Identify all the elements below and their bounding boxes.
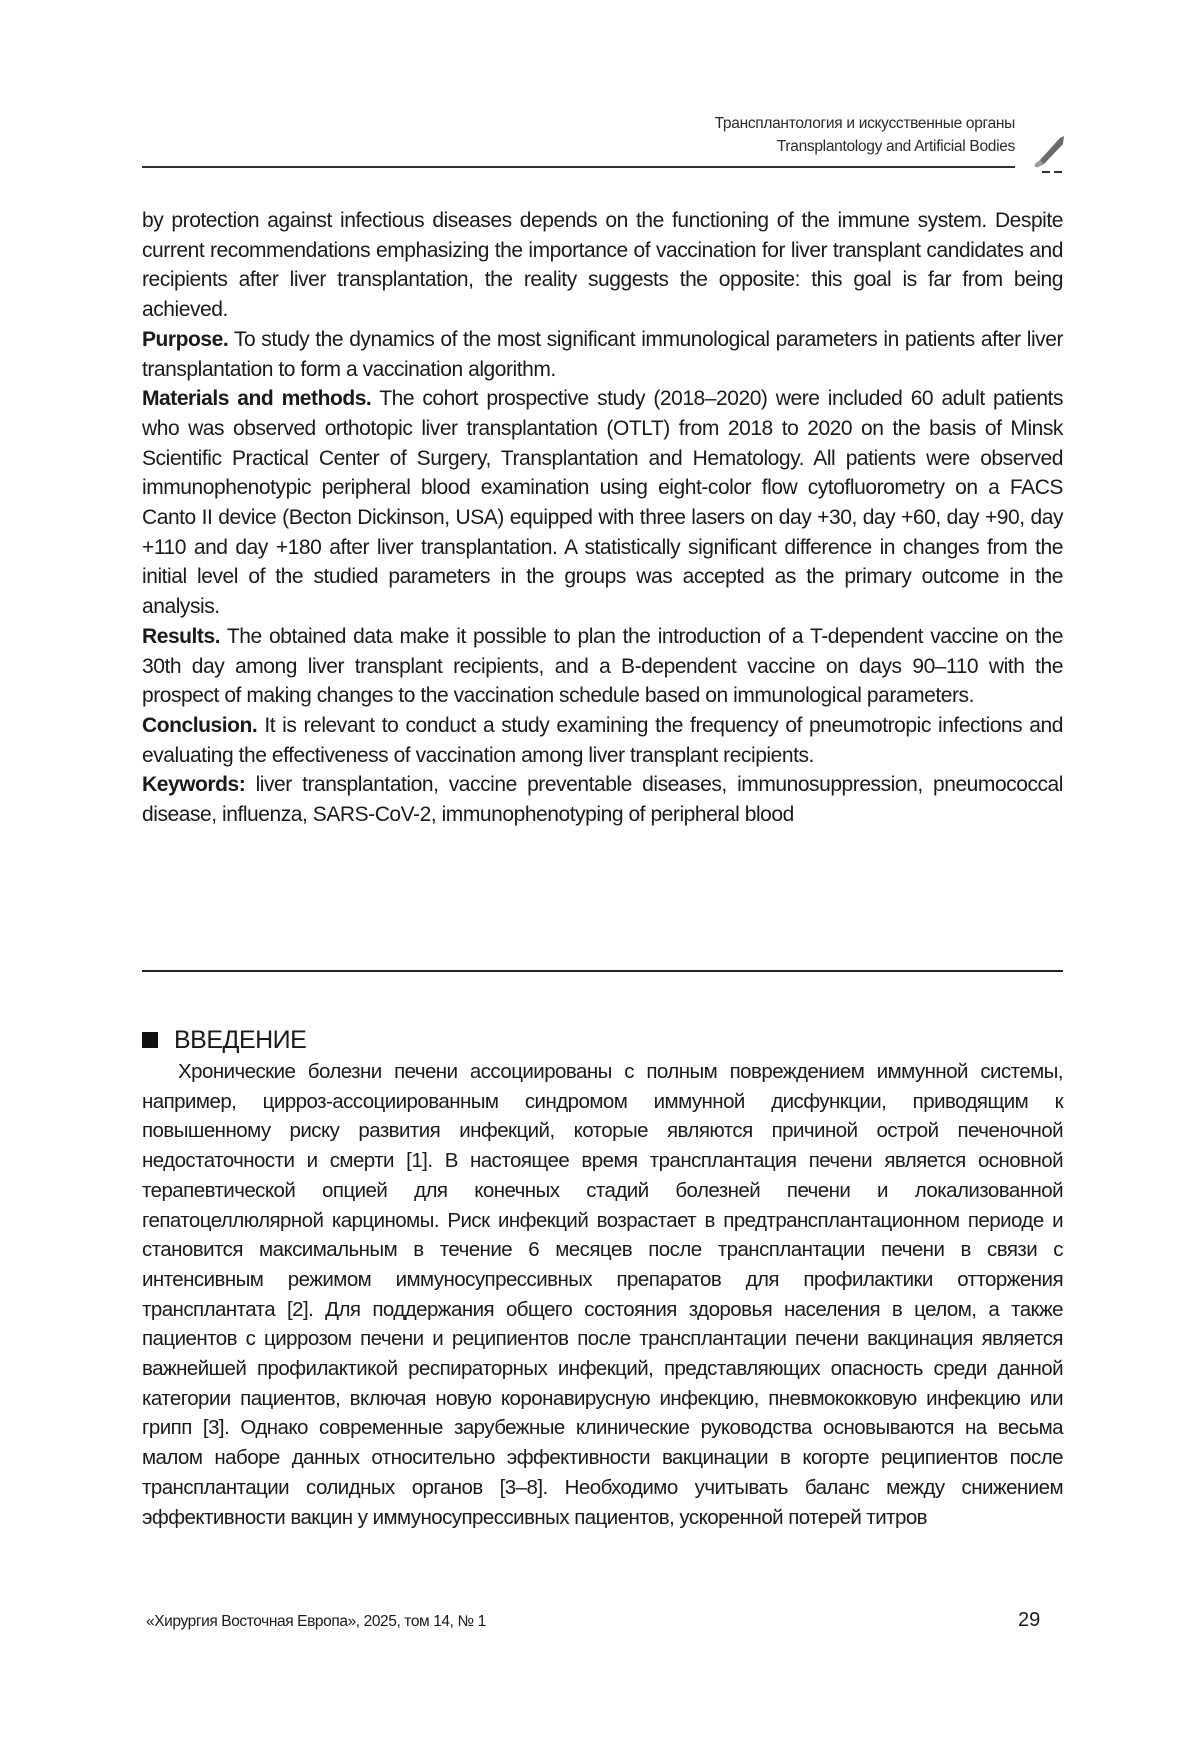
abstract-intro: by protection against infectious diseases depends on the functioning of the immune system. Despite current recommendations emphasizing the importance of vaccination for liver transplant candidates and recipients after liver transplantation, the reality suggests the opposite: this goal is far from being achieved. [142,209,1063,322]
header-rule [142,166,1015,168]
purpose-label: Purpose. [142,327,229,351]
results-label: Results. [142,624,221,648]
methods-label: Materials and methods. [142,387,372,411]
abstract [142,206,1063,830]
keywords-label: Keywords: [142,773,246,797]
abstract-separator [142,970,1063,972]
section-heading [142,1024,306,1056]
page-number: 29 [1018,1609,1041,1631]
running-head [715,112,1015,158]
abstract-methods [142,384,1063,622]
abstract-results [142,622,1063,711]
methods-text: The cohort prospective study (2018–2020) were included 60 adult patients who was observed orthotopic liver transplantation (OTLT) from 2018 to 2020 on the basis of Minsk Scientific Practical Center of Surgery, Transplantation and Hematology. All patients were observed immunophenotypic peripheral blood examination using eight-color flow cytofluorometry on a FACS Canto II device (Becton Dickinson, USA) equipped with three lasers on day +30, day +60, day +90, day +110 and day +180 after liver transplantation. A statistically significant difference in changes from the initial level of the studied parameters in the groups was accepted as the primary outcome in the analysis. [142,387,1063,619]
introduction-body [142,1057,1063,1532]
abstract-keywords [142,770,1063,829]
introduction-paragraph: Хронические болезни печени ассоциированы с полным повреждением иммунной системы, например, цирроз-ассоциированным синдромом иммунной дисфункции, приводящим к повышенному риску развития инфекций, которые являются причиной острой печеночной недостаточности и смерти [1]. В настоящее время трансплантация печени является основной терапевтической опцией для конечных стадий болезней печени и локализованной гепатоцеллюлярной карциномы. Риск инфекций возрастает в предтрансплантационном периоде и становится максимальным в течение 6 месяцев после трансплантации печени в связи с интенсивным режимом иммуносупрессивных препаратов для профилактики отторжения трансплантата [2]. Для поддержания общего состояния здоровья населения в целом, а также пациентов с циррозом печени и реципиентов после трансплантации печени вакцинация является важнейшей профилактикой респираторных инфекций, представляющих опасность среди данной категории пациентов, включая новую коронавирусную инфекцию, пневмококковую инфекцию или грипп [3]. Однако современные зарубежные клинические руководства основываются на весьма малом наборе данных относительно эффективности вакцинации в когорте реципиентов после трансплантации солидных органов [3–8]. Необходимо учитывать баланс между снижением эффективности вакцин у иммуносупрессивных пациентов, ускоренной потерей титров [142,1060,1063,1529]
footer-journal-citation: «Хирургия Восточная Европа», 2025, том 14, № 1 [146,1613,486,1630]
running-head-en: Transplantology and Artificial Bodies [776,138,1015,155]
results-text: The obtained data make it possible to plan the introduction of a T-dependent vaccine on the 30th day among liver transplant recipients, and a B-dependent vaccine on days 90–110 with the prospect of making changes to the vaccination schedule based on immunological parameters. [142,624,1063,708]
purpose-text: To study the dynamics of the most significant immunological parameters in patients after liver transplantation to form a vaccination algorithm. [142,327,1063,381]
conclusion-text: It is relevant to conduct a study examining the frequency of pneumotropic infections and evaluating the effectiveness of vaccination among liver transplant recipients. [142,713,1063,767]
keywords-text: liver transplantation, vaccine preventable diseases, immunosuppression, pneumococcal disease, influenza, SARS-CoV-2, immunophenotyping of peripheral blood [142,773,1063,827]
abstract-conclusion [142,711,1063,770]
square-bullet-icon [142,1032,158,1048]
running-head-ru: Трансплантология и искусственные органы [714,115,1015,132]
abstract-purpose [142,325,1063,384]
section-heading-text: ВВЕДЕНИЕ [174,1026,307,1054]
scalpel-icon [1030,134,1066,174]
conclusion-label: Conclusion. [142,713,258,737]
